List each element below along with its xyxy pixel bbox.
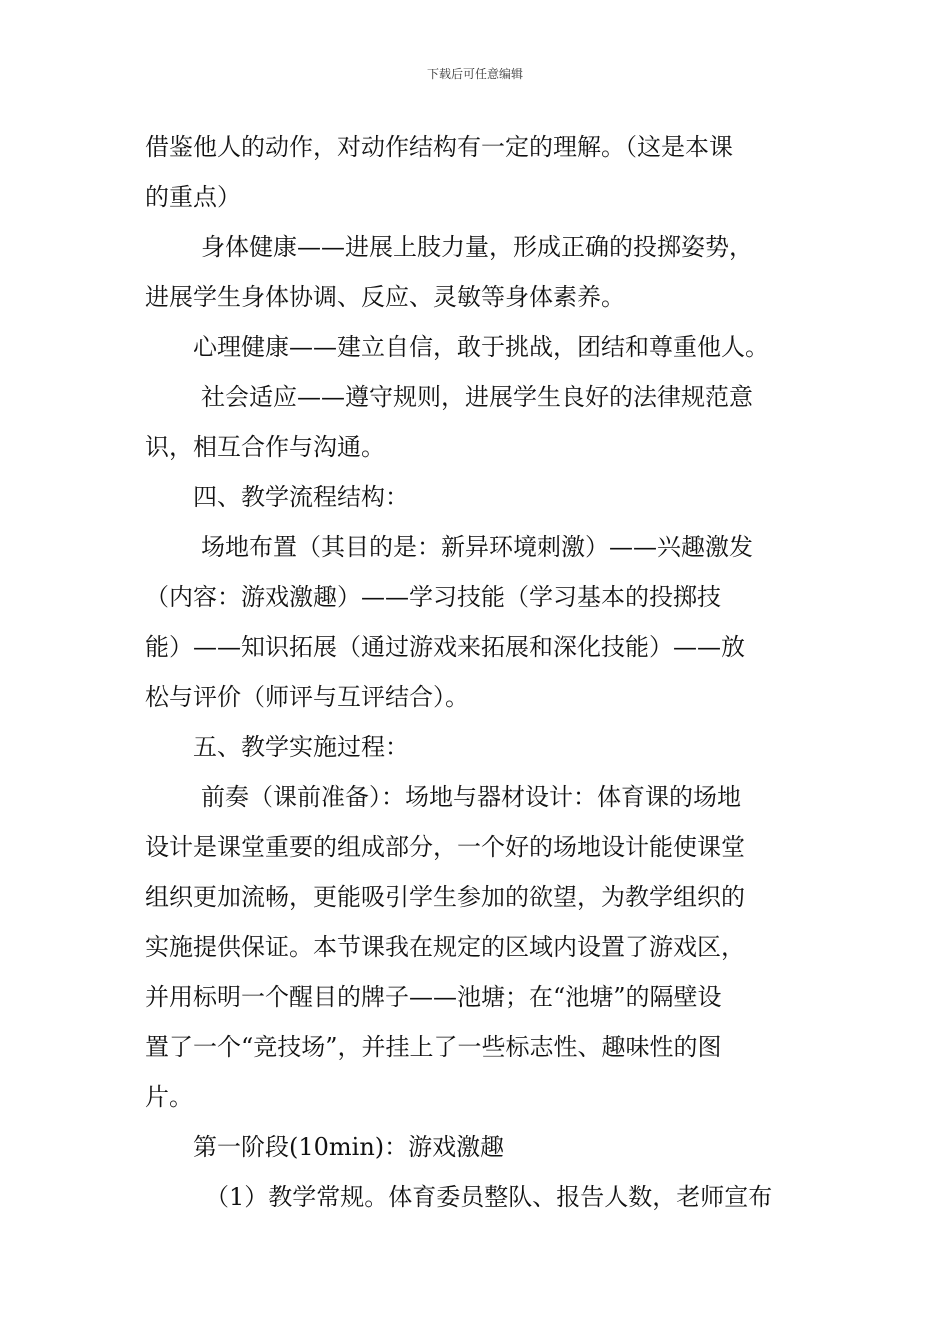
text-line: 置了一个“竞技场”，并挂上了一些标志性、趣味性的图 bbox=[145, 1033, 722, 1061]
text-line: 片。 bbox=[145, 1083, 193, 1111]
text-line: 场地布置（其目的是：新异环境刺激）——兴趣激发 bbox=[201, 533, 753, 561]
text-line: 借鉴他人的动作，对动作结构有一定的理解。（这是本课 bbox=[145, 133, 733, 161]
text-line: 前奏（课前准备）：场地与器材设计：体育课的场地 bbox=[201, 783, 741, 811]
text-line: （1）教学常规。体育委员整队、报告人数，老师宣布 bbox=[205, 1183, 773, 1211]
text-line: 设计是课堂重要的组成部分，一个好的场地设计能使课堂 bbox=[145, 833, 745, 861]
text-line: 松与评价（师评与互评结合）。 bbox=[145, 683, 469, 711]
text-line: 的重点） bbox=[145, 183, 241, 211]
text-line: 社会适应——遵守规则，进展学生良好的法律规范意 bbox=[201, 383, 753, 411]
text-line: 身体健康——进展上肢力量，形成正确的投掷姿势， bbox=[201, 233, 753, 261]
text-line: 并用标明一个醒目的牌子——池塘；在“池塘”的隔壁设 bbox=[145, 983, 722, 1011]
text-line: 组织更加流畅，更能吸引学生参加的欲望，为教学组织的 bbox=[145, 883, 745, 911]
section-heading: 五、教学实施过程： bbox=[193, 733, 409, 761]
text-line: 识，相互合作与沟通。 bbox=[145, 433, 385, 461]
text-line: 进展学生身体协调、反应、灵敏等身体素养。 bbox=[145, 283, 625, 311]
page-header: 下载后可任意编辑 bbox=[426, 67, 523, 81]
text-line: （内容：游戏激趣）——学习技能（学习基本的投掷技 bbox=[145, 583, 721, 611]
text-line: 实施提供保证。本节课我在规定的区域内设置了游戏区， bbox=[145, 933, 745, 961]
text-line: 能）——知识拓展（通过游戏来拓展和深化技能）——放 bbox=[145, 633, 745, 661]
text-line: 心理健康——建立自信，敢于挑战，团结和尊重他人。 bbox=[193, 333, 769, 361]
document-body bbox=[145, 122, 810, 1222]
stage-heading: 第一阶段(10min)：游戏激趣 bbox=[193, 1133, 505, 1161]
section-heading: 四、教学流程结构： bbox=[193, 483, 409, 511]
